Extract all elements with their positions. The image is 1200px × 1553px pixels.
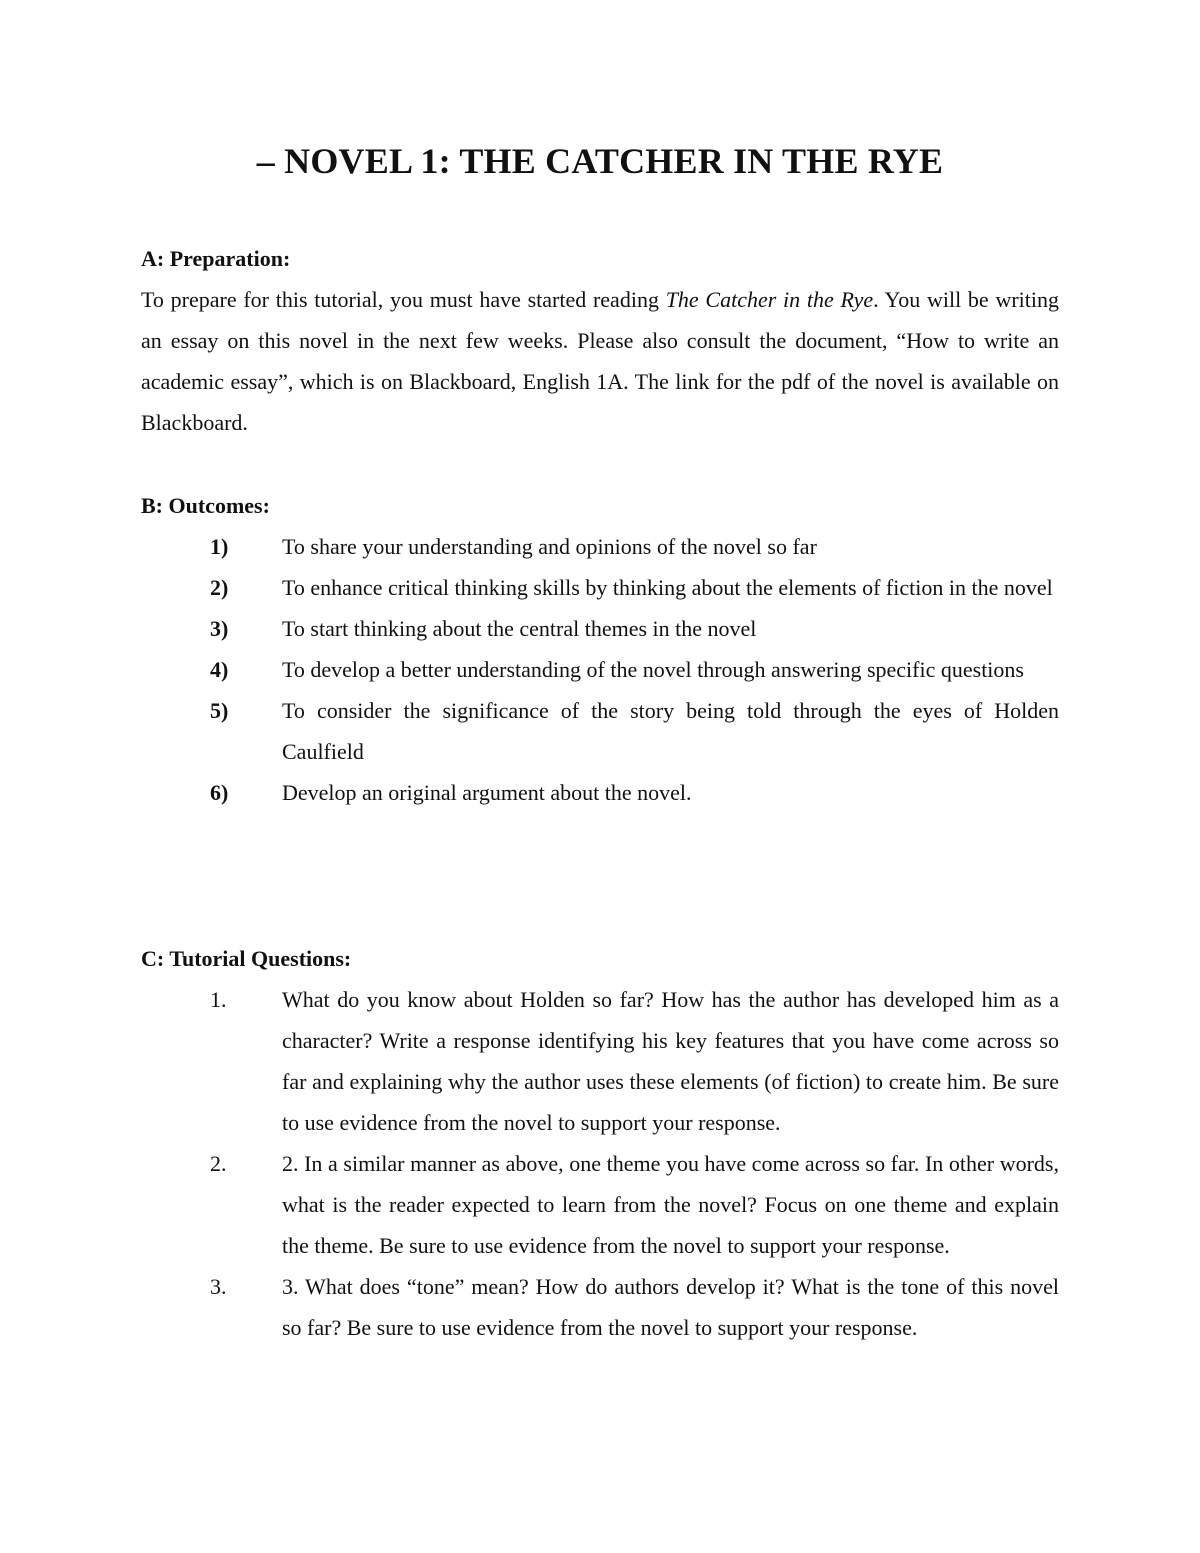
outcome-item [141,649,1059,690]
preparation-text-start: To prepare for this tutorial, you must have started reading [141,287,666,312]
outcome-text: To consider the significance of the story being told through the eyes of Holden Caulfield [282,698,1059,764]
outcome-number: 3) [210,616,229,641]
question-item [141,979,1059,1143]
outcome-number: 4) [210,657,229,682]
question-item [141,1266,1059,1348]
section-outcomes [141,485,1059,813]
question-text: What do you know about Holden so far? How has the author has developed him as a character? Write a response identifying his key features that you have come across so far and explaining why the author uses these elements (of fiction) to create him. Be sure to use evidence from the novel to support your response. [282,987,1059,1135]
question-number: 2. [210,1151,227,1176]
outcome-item [141,608,1059,649]
outcome-item [141,690,1059,772]
outcome-item [141,526,1059,567]
section-preparation [141,238,1059,443]
outcome-text: To enhance critical thinking skills by thinking about the elements of fiction in the novel [282,575,1053,600]
outcome-number: 5) [210,698,229,723]
outcomes-list [141,526,1059,813]
outcome-item [141,772,1059,813]
outcome-number: 2) [210,575,229,600]
outcome-number: 1) [210,534,229,559]
outcome-text: To share your understanding and opinions of the novel so far [282,534,817,559]
question-text: 3. What does “tone” mean? How do authors develop it? What is the tone of this novel so far? Be sure to use evidence from the novel to support your response. [282,1274,1059,1340]
section-heading-preparation: A: Preparation: [141,246,291,271]
outcome-text: To develop a better understanding of the novel through answering specific questions [282,657,1024,682]
question-number: 3. [210,1274,227,1299]
question-item [141,1143,1059,1266]
section-tutorial-questions [141,938,1059,1348]
outcome-text: Develop an original argument about the novel. [282,780,692,805]
outcome-item [141,567,1059,608]
questions-list [141,979,1059,1348]
section-heading-outcomes: B: Outcomes: [141,493,270,518]
preparation-paragraph [141,279,1059,443]
book-title-italic: The Catcher in the Rye [665,287,874,312]
section-heading-tutorial-questions: C: Tutorial Questions: [141,946,352,971]
question-text: 2. In a similar manner as above, one theme you have come across so far. In other words, what is the reader expected to learn from the novel? Focus on one theme and explain the theme. Be sure to use evidence from the novel to support your response. [282,1151,1059,1258]
document-title: – NOVEL 1: THE CATCHER IN THE RYE [256,141,944,181]
outcome-text: To start thinking about the central themes in the novel [282,616,757,641]
question-number: 1. [210,987,227,1012]
outcome-number: 6) [210,780,229,805]
preparation-text-end: . You will be writing an essay on this novel in the next few weeks. Please also consult the document, “How to write an academic essay”, which is on Blackboard, English 1A. The link for the pdf of the novel is available on Blackboard. [141,287,1059,435]
